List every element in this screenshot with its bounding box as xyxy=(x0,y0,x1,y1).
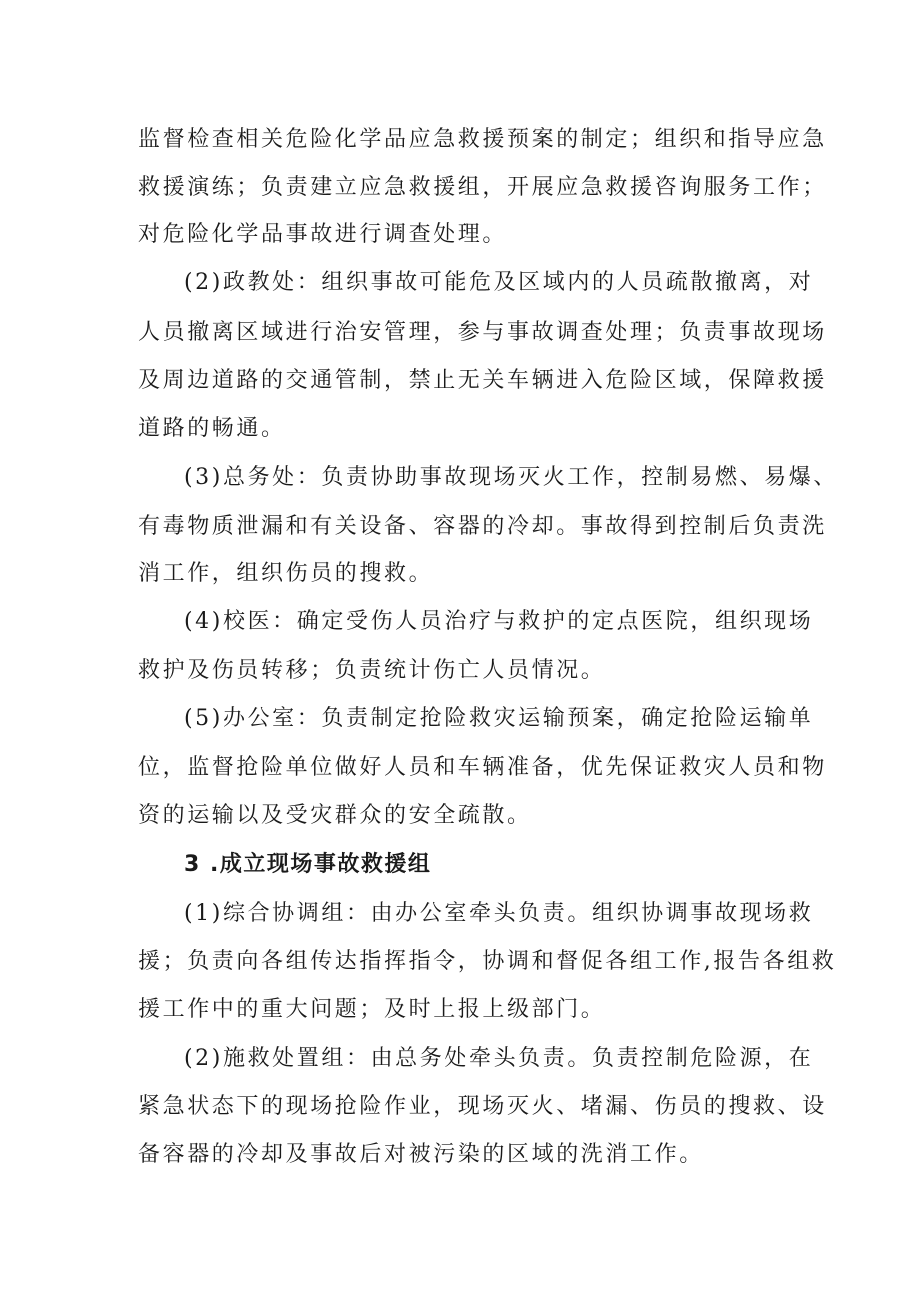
paragraph-item-4-start: (4)校医：确定受伤人员治疗与救护的定点医院，组织现场 xyxy=(184,609,814,634)
text-line: 紧急状态下的现场抢险作业，现场灭火、堵漏、伤员的搜救、设 xyxy=(138,1094,827,1119)
text-line: 位，监督抢险单位做好人员和车辆准备，优先保证救灾人员和物 xyxy=(138,755,827,780)
text-line: 援；负责向各组传达指挥指令，协调和督促各组工作,报告各组救 xyxy=(138,949,837,974)
paragraph-item-3-start: (3)总务处：负责协助事故现场灭火工作，控制易燃、易爆、 xyxy=(184,465,838,490)
text-line: 监督检查相关危险化学品应急救援预案的制定；组织和指导应急 xyxy=(138,127,827,152)
paragraph-item-5-start: (5)办公室：负责制定抢险救灾运输预案，确定抢险运输单 xyxy=(184,706,814,731)
text-line: 救援演练；负责建立应急救援组，开展应急救援咨询服务工作； xyxy=(138,175,827,200)
section-heading: 3 .成立现场事故救援组 xyxy=(184,852,432,877)
paragraph-item-2-start: (2)政教处：组织事故可能危及区域内的人员疏散撤离，对 xyxy=(184,270,814,295)
text-line: 救护及伤员转移；负责统计伤亡人员情况。 xyxy=(138,658,606,683)
paragraph-item-2b-start: (2)施救处置组：由总务处牵头负责。负责控制危险源，在 xyxy=(184,1046,814,1071)
text-line: 及周边道路的交通管制，禁止无关车辆进入危险区域，保障救援 xyxy=(138,368,827,393)
text-line: 援工作中的重大问题；及时上报上级部门。 xyxy=(138,997,606,1022)
text-line: 资的运输以及受灾群众的安全疏散。 xyxy=(138,803,532,828)
text-line: 道路的畅通。 xyxy=(138,416,286,441)
text-line: 人员撤离区域进行治安管理，参与事故调查处理；负责事故现场 xyxy=(138,320,827,345)
text-line: 消工作，组织伤员的搜救。 xyxy=(138,561,434,586)
text-line: 有毒物质泄漏和有关设备、容器的冷却。事故得到控制后负责洗 xyxy=(138,514,827,539)
text-line: 备容器的冷却及事故后对被污染的区域的洗消工作。 xyxy=(138,1142,704,1167)
text-line: 对危险化学品事故进行调查处理。 xyxy=(138,222,508,247)
paragraph-item-1-start: (1)综合协调组：由办公室牵头负责。组织协调事故现场救 xyxy=(184,901,814,926)
